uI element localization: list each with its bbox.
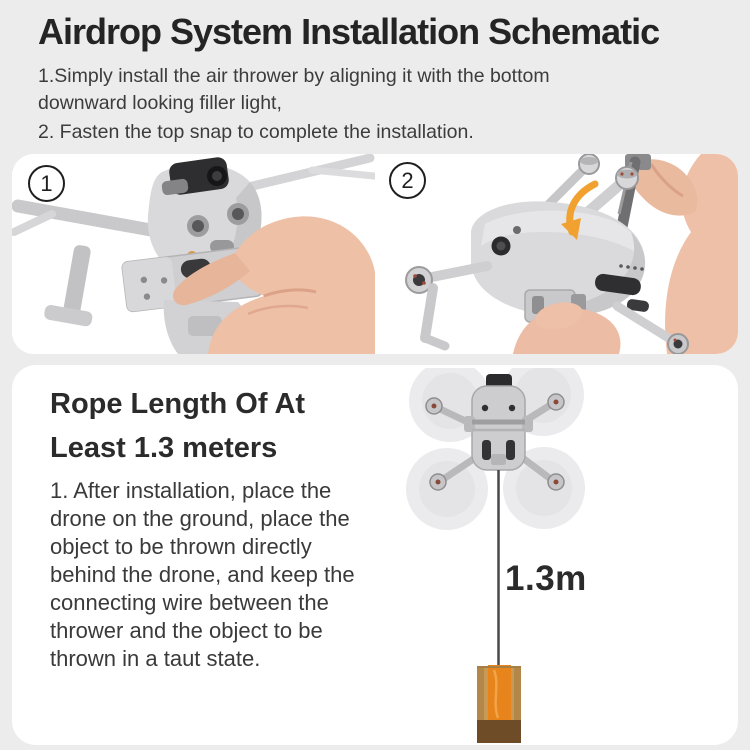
installation-figures-panel [12,154,738,354]
install-step2-photo [375,154,738,354]
rope-heading-line-1: Rope Length Of At [50,388,306,420]
instruction-step-1: 1.Simply install the air thrower by aligning it with the bottom downward looking filler light, [38,65,550,114]
rope-section-body: 1. After installation, place the drone on the ground, place the object to be thrown directly behind the drone, and keep the connecting wire between the thrower and the object to be thrown in a taut state. [50,478,355,671]
instruction-step-2: 2. Fasten the top snap to complete the installation. [38,121,474,143]
figure-2-number: 2 [401,167,414,193]
rope-length-diagram [380,368,630,743]
page-title: Airdrop System Installation Schematic [38,11,660,52]
figure-1-badge [28,165,65,202]
rope-length-value: 1.3m [505,559,587,598]
figure-2-badge [389,162,426,199]
figure-1-number: 1 [40,170,53,196]
rope-section-heading [50,382,305,470]
rope-heading-line-2: Least 1.3 meters [50,432,278,464]
install-step1-photo [12,154,375,354]
